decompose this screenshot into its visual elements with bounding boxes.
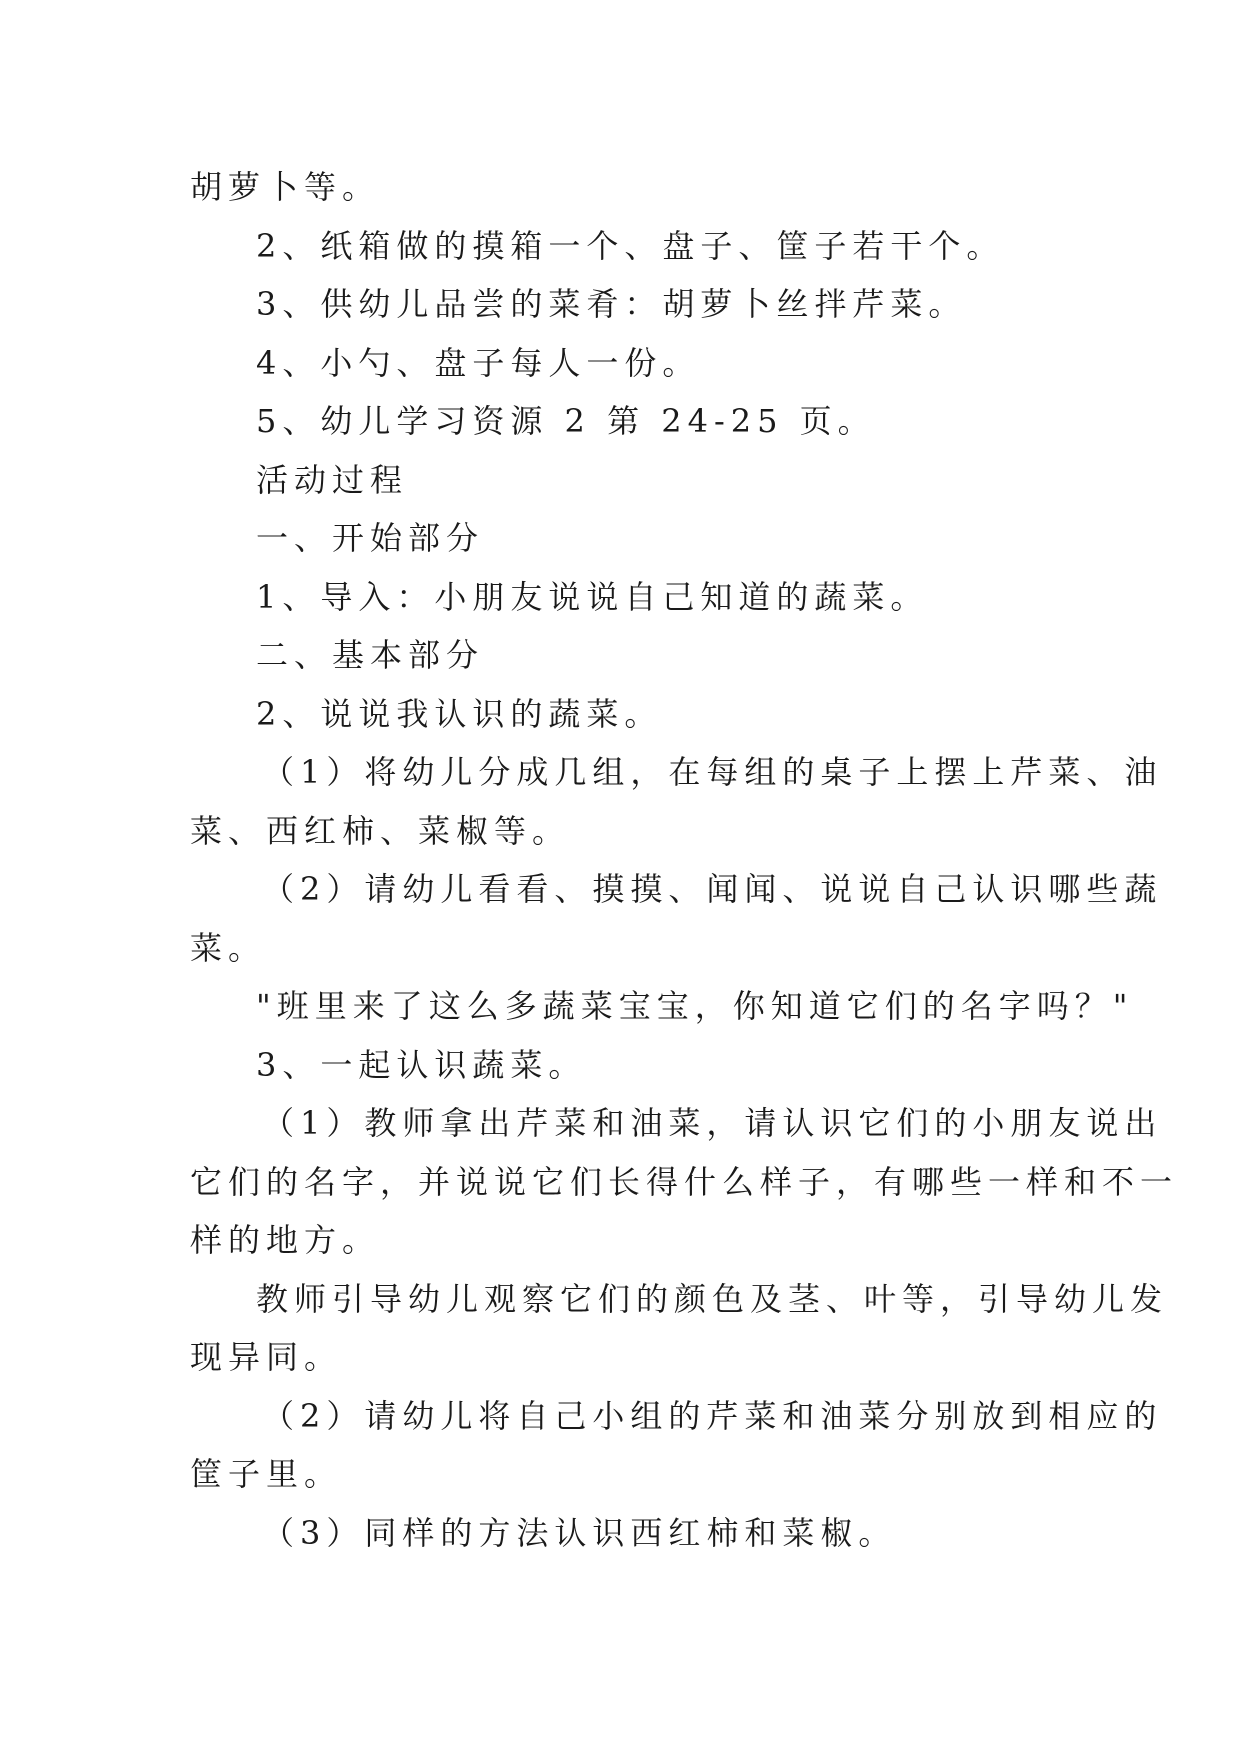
text-line: 样的地方。 [190, 1221, 381, 1259]
text-line: 1、导入：小朋友说说自己知道的蔬菜。 [256, 577, 929, 616]
text-line: 5、幼儿学习资源 2 第 24-25 页。 [256, 402, 876, 440]
document-page [190, 158, 1179, 1562]
text-line: （2）请幼儿看看、摸摸、闻闻、说说自己认识哪些蔬 [262, 870, 1163, 908]
text-line: （2）请幼儿将自己小组的芹菜和油菜分别放到相应的 [262, 1396, 1163, 1435]
text-line: 胡萝卜等。 [190, 168, 381, 206]
text-line: 菜。 [190, 928, 267, 967]
text-line: 2、纸箱做的摸箱一个、盘子、筐子若干个。 [256, 226, 1005, 265]
text-line: （3）同样的方法认识西红柿和菜椒。 [262, 1513, 897, 1552]
section-heading: 活动过程 [256, 460, 409, 499]
text-line: （1）教师拿出芹菜和油菜，请认识它们的小朋友说出 [262, 1104, 1163, 1142]
text-line: （1）将幼儿分成几组，在每组的桌子上摆上芹菜、油 [262, 753, 1163, 791]
text-line: 2、说说我认识的蔬菜。 [256, 694, 663, 733]
text-line: 教师引导幼儿观察它们的颜色及茎、叶等，引导幼儿发 [256, 1279, 1169, 1318]
text-line: 3、一起认识蔬菜。 [256, 1045, 587, 1084]
text-line: 现异同。 [190, 1338, 343, 1376]
section-heading: 二、基本部分 [256, 636, 485, 674]
text-line: 4、小勺、盘子每人一份。 [256, 343, 701, 382]
quote-line: "班里来了这么多蔬菜宝宝，你知道它们的名字吗？" [256, 987, 1134, 1025]
text-line: 3、供幼儿品尝的菜肴：胡萝卜丝拌芹菜。 [256, 285, 967, 323]
text-line: 菜、西红柿、菜椒等。 [190, 811, 571, 850]
text-line: 它们的名字，并说说它们长得什么样子，有哪些一样和不一 [190, 1162, 1179, 1201]
section-heading: 一、开始部分 [256, 519, 485, 557]
text-line: 筐子里。 [190, 1455, 343, 1493]
